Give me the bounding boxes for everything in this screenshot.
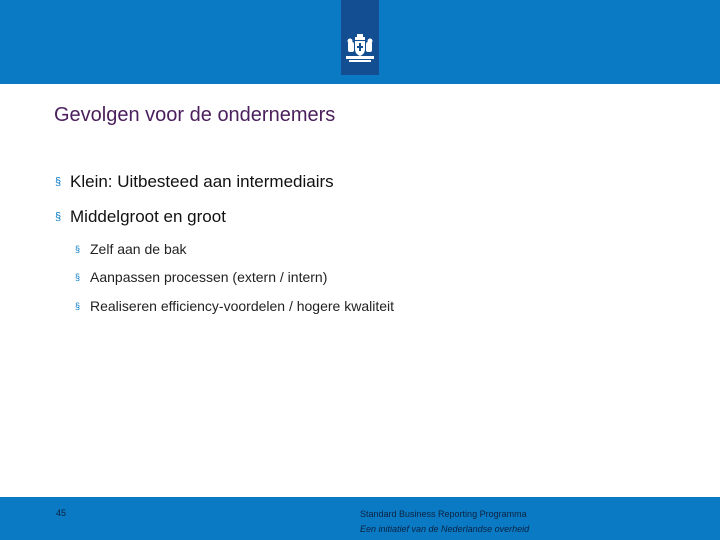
bullet-mark: §	[75, 244, 81, 254]
bullet-text: Realiseren efficiency-voordelen / hogere kwaliteit	[90, 298, 395, 314]
bullet-mark: §	[75, 272, 81, 282]
bullet-text: Middelgroot en groot	[70, 207, 226, 226]
government-logo	[341, 0, 379, 75]
bullet-text: Aanpassen processen (extern / intern)	[90, 269, 328, 285]
bullet-text: Klein: Uitbesteed aan intermediairs	[70, 172, 334, 191]
sub-bullet-item	[75, 298, 394, 314]
initiative-text: Een initiatief van de Nederlandse overheid	[360, 524, 530, 534]
footer-text	[360, 507, 529, 537]
bullet-mark: §	[75, 301, 81, 311]
footer-band	[0, 497, 720, 540]
bullet-item	[55, 172, 334, 192]
bullet-mark: §	[55, 176, 62, 188]
program-name: Standard Business Reporting Programma	[360, 509, 527, 519]
sub-bullet-item	[75, 241, 187, 257]
bullet-mark: §	[55, 211, 62, 223]
bullet-text: Zelf aan de bak	[90, 241, 187, 257]
page-number: 45	[56, 508, 67, 518]
bullet-item	[55, 207, 226, 227]
slide-title: Gevolgen voor de ondernemers	[54, 104, 336, 126]
sub-bullet-item	[75, 269, 327, 285]
coat-of-arms-icon	[344, 34, 376, 64]
header-band	[0, 0, 720, 84]
